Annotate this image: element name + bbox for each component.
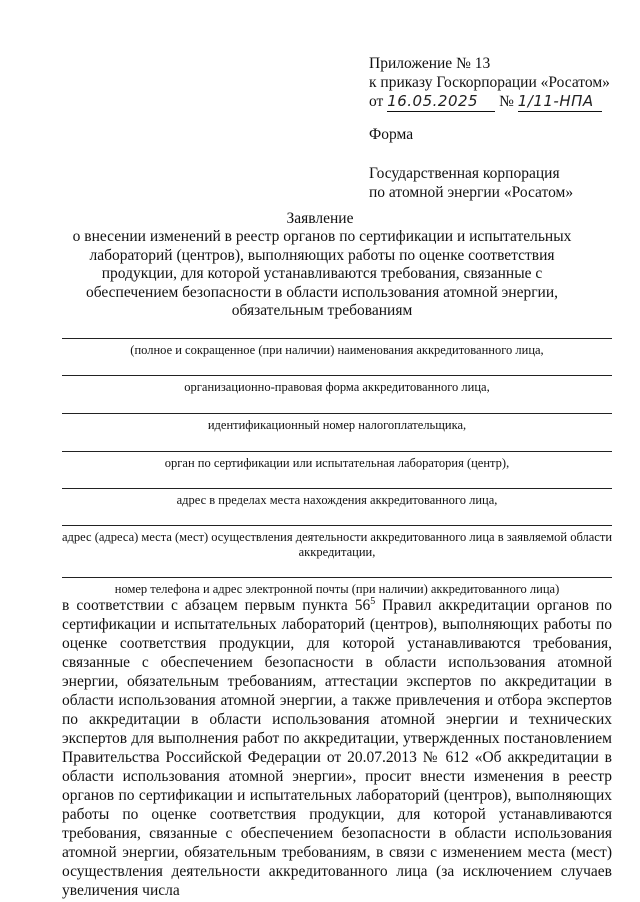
addressee-line-1: Государственная корпорация (369, 165, 560, 182)
field-legal-form[interactable] (62, 375, 612, 395)
fill-line (62, 525, 612, 526)
field-full-name[interactable] (62, 338, 612, 358)
field-body-type[interactable] (62, 451, 612, 471)
field-caption: адрес в пределах места нахождения аккредитованного лица, (176, 493, 498, 507)
field-caption: номер телефона и адрес электронной почты (при наличии) аккредитованного лица) (114, 582, 560, 596)
document-title: Заявление (286, 210, 354, 227)
field-contacts[interactable] (62, 577, 612, 597)
document-subtitle: о внесении изменений в реестр органов по сертификации и испытательных лабораторий (центров), выполняющих работы по оценке соответствия продукции, для которой устанавливаются требования, связанные с обеспечением безопасности в области использования атомной энергии, обязательным требованиям (72, 228, 572, 319)
fill-line (62, 451, 612, 452)
number-prefix: № (499, 93, 514, 110)
field-tax-id[interactable] (62, 413, 612, 433)
annex-date-line (369, 92, 610, 112)
annex-order-ref: к приказу Госкорпорации «Росатом» (369, 74, 610, 91)
field-legal-address[interactable] (62, 488, 612, 508)
body-text-start: в соответствии с абзацем первым пункта 56 (62, 597, 371, 614)
field-activity-address[interactable] (62, 525, 612, 560)
field-caption: адрес (адреса) места (мест) осуществления деятельности аккредитованного лица в заявляемой области аккредитации, (62, 530, 613, 559)
addressee-line-2: по атомной энергии «Росатом» (369, 184, 574, 201)
handwritten-order-number: 1/11-НПА (518, 92, 602, 112)
fill-line (62, 375, 612, 376)
body-paragraph (62, 596, 612, 900)
fill-line (62, 413, 612, 414)
field-caption: орган по сертификации или испытательная лаборатория (центр), (164, 456, 510, 470)
field-caption: (полное и сокращенное (при наличии) наименования аккредитованного лица, (130, 343, 544, 357)
fill-line (62, 577, 612, 578)
footnote-mark: 5 (370, 595, 376, 607)
body-text-rest: Правил аккредитации органов по сертификации и испытательных лабораторий (центров), выполняющих работы по оценке соответствия продукции, для которой устанавливаются требования, связанные с обеспечением безопасности в области использования атомной энергии, обязательным требованиям, аттестации экспертов по аккредитации в области использования атомной энергии, а также привлечения и отбора экспертов по аккредитации в области использования атомной энергии и технических экспертов для выполнения работ по аккредитации, утвержденных постановлением Правительства Российской Федерации от 20.07.2013 № 612 «Об аккредитации в области использования атомной энергии», просит внести изменения в реестр органов по сертификации и испытательных лабораторий (центров), выполняющих работы по оценке соответствия продукции, для которой устанавливаются требования, связанные с обеспечением безопасности в области использования атомной энергии, обязательным требованиям, в связи с изменением места (мест) осуществления деятельности аккредитованного лица (за исключением случаев увеличения числа (62, 597, 612, 899)
date-prefix: от (369, 93, 384, 110)
annex-number: Приложение № 13 (369, 55, 491, 72)
fill-line (62, 488, 612, 489)
field-caption: идентификационный номер налогоплательщика, (207, 418, 467, 432)
form-label: Форма (369, 126, 414, 143)
annex-header (369, 54, 610, 112)
field-caption: организационно-правовая форма аккредитованного лица, (184, 380, 490, 394)
fill-line (62, 338, 612, 339)
handwritten-date: 16.05.2025 (387, 92, 495, 112)
addressee (369, 164, 573, 202)
